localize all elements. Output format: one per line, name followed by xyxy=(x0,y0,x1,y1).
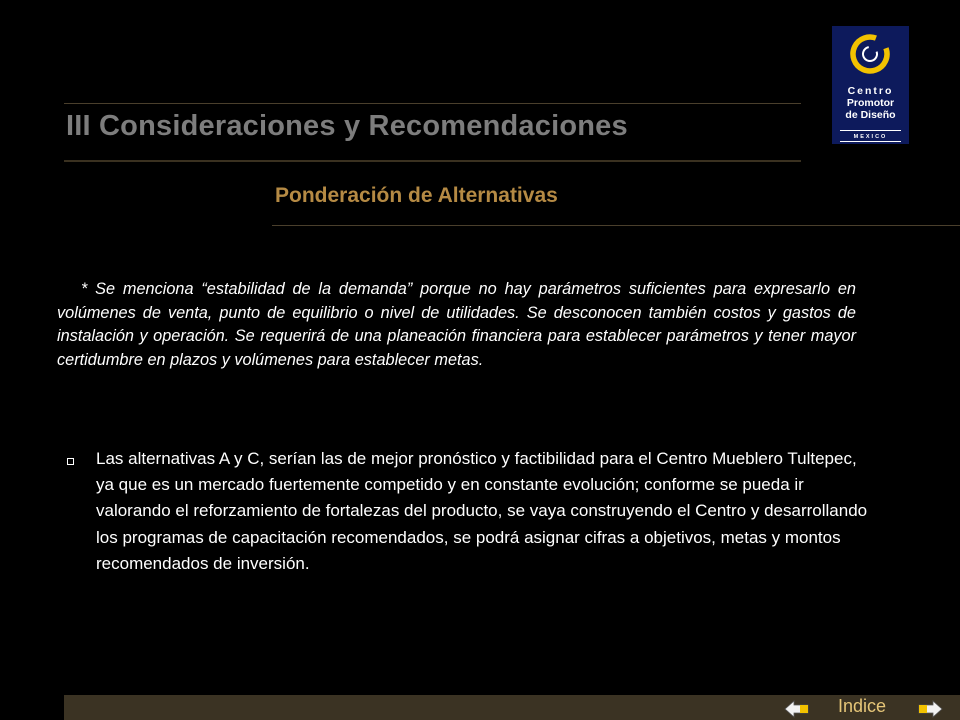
footnote-paragraph xyxy=(57,278,856,372)
footer-bar xyxy=(64,695,960,720)
square-bullet-icon xyxy=(67,458,74,465)
footnote-text: * Se menciona “estabilidad de la demanda” porque no hay parámetros suficientes para expresarlo en volúmenes de venta, punto de equilibrio o nivel de utilidades. Se desconocen también costos y gastos de instalación y operación. Se requerirá de una planeación financiera para establecer parámetros y tener mayor certidumbre en plazos y volúmenes para establecer metas. xyxy=(57,280,856,369)
bullet-text: Las alternativas A y C, serían las de mejor pronóstico y factibilidad para el Centro Mueblero Tultepec, ya que es un mercado fuertemente competido y en constante evolución; conforme se pueda ir valorando el reforzamiento de fortalezas del producto, se vaya construyendo el Centro y desarrollando los programas de capacitación recomendados, se podrá asignar cifras a objetivos, metas y montos recomendados de inversión. xyxy=(96,449,868,573)
logo-line-1: Centro xyxy=(847,85,894,97)
logo-divider-bottom xyxy=(840,141,901,142)
logo-country: MEXICO xyxy=(853,134,888,140)
index-link[interactable]: Indice xyxy=(838,696,887,716)
logo-line-2: Promotor xyxy=(846,97,895,109)
centro-promotor-logo xyxy=(832,26,909,144)
subtitle-underline xyxy=(272,225,960,226)
section-subtitle: Ponderación de Alternativas xyxy=(275,184,558,207)
header-top-rule xyxy=(64,103,801,104)
page-title: III Consideraciones y Recomendaciones xyxy=(66,110,628,142)
arrow-right-icon[interactable] xyxy=(917,700,943,718)
title-underline xyxy=(64,160,801,162)
arrow-left-icon[interactable] xyxy=(784,700,810,718)
logo-line-3: de Diseño xyxy=(845,109,896,121)
logo-divider-top xyxy=(840,130,901,131)
